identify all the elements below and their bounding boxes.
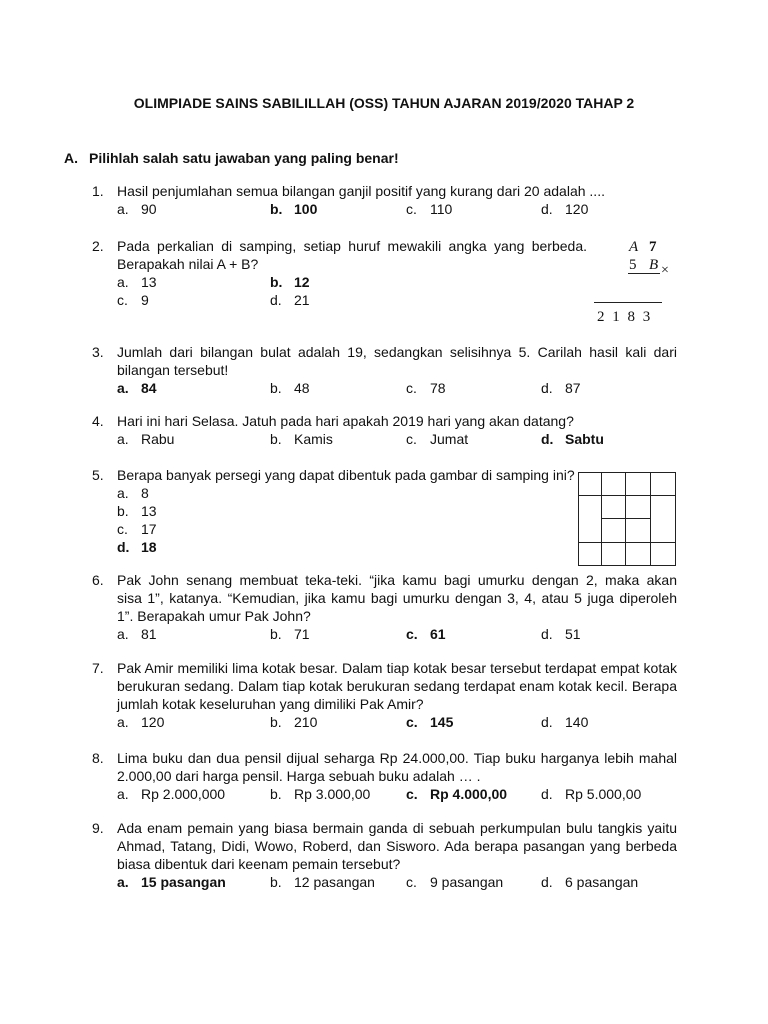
option-text: Rabu: [141, 431, 175, 447]
option-letter: a.: [117, 874, 129, 890]
option-text: 71: [294, 626, 310, 642]
squares-figure: [578, 472, 676, 566]
grid-cell: [578, 495, 602, 543]
option-text: 140: [565, 714, 589, 730]
answer-option[interactable]: [406, 713, 453, 731]
answer-option[interactable]: [117, 538, 157, 556]
option-letter: c.: [406, 786, 418, 802]
option-text: 9: [141, 292, 149, 308]
option-text: 8: [141, 485, 149, 501]
answer-option[interactable]: [406, 430, 468, 448]
option-letter: a.: [117, 431, 129, 447]
answer-option[interactable]: [270, 273, 310, 291]
question-text-line: Lima buku dan dua pensil dijual seharga Rp 24.000,00. Tiap buku harganya lebih mahal: [117, 750, 677, 766]
option-letter: c.: [406, 431, 417, 447]
option-text: 13: [141, 274, 157, 290]
grid-cell: [625, 495, 651, 519]
option-letter: a.: [117, 786, 129, 802]
answer-option[interactable]: [117, 291, 149, 309]
answer-option[interactable]: [541, 873, 638, 891]
grid-cell: [601, 542, 626, 566]
grid-cell: [625, 472, 651, 496]
answer-option[interactable]: [406, 785, 507, 803]
option-text: 78: [430, 380, 446, 396]
option-letter: a.: [117, 714, 129, 730]
option-letter: b.: [270, 714, 282, 730]
option-text: 110: [430, 201, 453, 217]
question-text-line: biasa dibentuk dari keenam pemain tersebut?: [117, 856, 401, 872]
question-text-line: 1”. Berapakah umur Pak John?: [117, 608, 311, 624]
option-text: 87: [565, 380, 581, 396]
option-letter: c.: [406, 626, 418, 642]
answer-option[interactable]: [270, 713, 317, 731]
question-number: 8.: [92, 750, 104, 766]
answer-option[interactable]: [117, 713, 164, 731]
answer-option[interactable]: [406, 625, 446, 643]
answer-option[interactable]: [117, 484, 149, 502]
figure-times-sign: ×: [661, 263, 669, 278]
question-text-line: Ahmad, Tatang, Didi, Wowo, Roberd, dan Sisworo. Ada berapa pasangan yang berbeda: [117, 838, 677, 854]
question-text-line: Pak John senang membuat teka-teki. “jika kamu bagi umurku dengan 2, maka akan: [117, 572, 677, 588]
answer-option[interactable]: [117, 379, 157, 397]
option-letter: d.: [541, 380, 553, 396]
option-text: Rp 4.000,00: [430, 786, 508, 802]
option-text: 84: [141, 380, 157, 396]
option-text: 21: [294, 292, 310, 308]
option-letter: c.: [406, 201, 417, 217]
answer-option[interactable]: [270, 430, 333, 448]
question-text-line: bilangan tersebut!: [117, 362, 229, 378]
option-letter: a.: [117, 485, 129, 501]
question-text-line: Pak Amir memiliki lima kotak besar. Dalam tiap kotak besar tersebut terdapat empat kotak: [117, 660, 677, 676]
option-letter: c.: [406, 380, 417, 396]
answer-option[interactable]: [406, 873, 503, 891]
answer-option[interactable]: [117, 785, 225, 803]
option-text: Rp 2.000,000: [141, 786, 226, 802]
option-letter: b.: [270, 380, 282, 396]
answer-option[interactable]: [406, 200, 452, 218]
question-text-line: Ada enam pemain yang biasa bermain ganda di sebuah perkumpulan bulu tangkis yaitu: [117, 820, 677, 836]
option-text: Jumat: [430, 431, 469, 447]
option-letter: c.: [406, 714, 418, 730]
answer-option[interactable]: [541, 713, 588, 731]
answer-option[interactable]: [117, 200, 157, 218]
page-title: OLIMPIADE SAINS SABILILLAH (OSS) TAHUN AJARAN 2019/2020 TAHAP 2: [133, 95, 635, 111]
answer-option[interactable]: [117, 502, 157, 520]
figure-letter-b: B: [649, 257, 659, 273]
option-text: Rp 3.000,00: [294, 786, 371, 802]
grid-cell: [578, 542, 602, 566]
option-letter: a.: [117, 201, 129, 217]
answer-option[interactable]: [117, 873, 226, 891]
figure-digit-5: 5: [629, 257, 637, 273]
answer-option[interactable]: [541, 785, 641, 803]
figure-underline-short: [628, 273, 660, 274]
option-text: 145: [430, 714, 454, 730]
option-letter: c.: [117, 292, 128, 308]
option-text: 13: [141, 503, 157, 519]
option-text: 120: [141, 714, 165, 730]
grid-cell: [601, 472, 626, 496]
option-text: 9 pasangan: [430, 874, 504, 890]
answer-option[interactable]: [541, 379, 581, 397]
option-text: Kamis: [294, 431, 333, 447]
answer-option[interactable]: [117, 625, 157, 643]
option-text: 61: [430, 626, 446, 642]
answer-option[interactable]: [117, 520, 157, 538]
option-letter: d.: [541, 626, 553, 642]
option-text: 12 pasangan: [294, 874, 375, 890]
option-text: 48: [294, 380, 310, 396]
option-letter: d.: [541, 431, 554, 447]
question-number: 2.: [92, 238, 104, 254]
question-number: 5.: [92, 467, 104, 483]
option-text: 15 pasangan: [141, 874, 226, 890]
question-text-line: Jumlah dari bilangan bulat adalah 19, sedangkan selisihnya 5. Carilah hasil kali dari: [117, 344, 677, 360]
option-letter: d.: [117, 539, 130, 555]
answer-option[interactable]: [270, 200, 317, 218]
option-text: Rp 5.000,00: [565, 786, 642, 802]
option-text: 18: [141, 539, 157, 555]
option-letter: b.: [270, 874, 282, 890]
question-number: 4.: [92, 413, 104, 429]
grid-cell: [601, 518, 626, 543]
question-number: 6.: [92, 572, 104, 588]
option-letter: a.: [117, 274, 129, 290]
question-text-line: Pada perkalian di samping, setiap huruf mewakili angka yang berbeda.: [117, 238, 587, 254]
option-letter: a.: [117, 380, 129, 396]
answer-option[interactable]: [541, 200, 588, 218]
option-letter: d.: [541, 201, 553, 217]
question-text-line: Hari ini hari Selasa. Jatuh pada hari apakah 2019 hari yang akan datang?: [117, 413, 574, 429]
option-letter: b.: [117, 503, 129, 519]
question-text-line: 2.000,00 dari harga pensil. Harga sebuah buku adalah … .: [117, 768, 481, 784]
question-number: 1.: [92, 183, 104, 199]
option-letter: d.: [541, 874, 553, 890]
section-letter: A.: [64, 150, 78, 166]
option-letter: d.: [270, 292, 282, 308]
question-text-line: berukuran sedang. Dalam tiap kotak berukuran sedang terdapat enam kotak kecil. Berapa: [117, 678, 677, 694]
answer-option[interactable]: [270, 873, 375, 891]
option-letter: d.: [541, 786, 553, 802]
figure-digit-7: 7: [649, 239, 657, 255]
option-letter: c.: [117, 521, 128, 537]
grid-cell: [625, 542, 651, 566]
question-text-line: Berapakah nilai A + B?: [117, 256, 259, 272]
question-text-line: Hasil penjumlahan semua bilangan ganjil positif yang kurang dari 20 adalah ....: [117, 183, 605, 199]
question-text-line: sisa 1”, katanya. “Kemudian, jika kamu bagi umurku dengan 3, 4, atau 5 juga diperoleh: [117, 590, 677, 606]
figure-result: 2 1 8 3: [597, 309, 653, 325]
option-text: 51: [565, 626, 581, 642]
figure-letter-a: A: [629, 239, 639, 255]
option-letter: b.: [270, 201, 283, 217]
answer-option[interactable]: [117, 430, 174, 448]
question-text-line: Berapa banyak persegi yang dapat dibentuk pada gambar di samping ini?: [117, 467, 575, 483]
option-letter: c.: [406, 874, 417, 890]
option-letter: b.: [270, 786, 282, 802]
option-text: 17: [141, 521, 157, 537]
question-number: 9.: [92, 820, 104, 836]
option-text: 120: [565, 201, 589, 217]
option-letter: d.: [541, 714, 553, 730]
answer-option[interactable]: [270, 291, 310, 309]
figure-result-line: [594, 302, 662, 303]
answer-option[interactable]: [117, 273, 157, 291]
answer-option[interactable]: [406, 379, 446, 397]
answer-option[interactable]: [541, 430, 604, 448]
option-text: 210: [294, 714, 318, 730]
question-number: 3.: [92, 344, 104, 360]
section-label: Pilihlah salah satu jawaban yang paling benar!: [89, 150, 399, 166]
option-letter: a.: [117, 626, 129, 642]
option-text: 90: [141, 201, 157, 217]
grid-cell: [650, 472, 676, 496]
answer-option[interactable]: [541, 625, 581, 643]
answer-option[interactable]: [270, 785, 370, 803]
grid-cell: [650, 495, 676, 543]
question-text-line: jumlah kotak keseluruhan yang dimiliki Pak Amir?: [117, 696, 424, 712]
option-letter: b.: [270, 431, 282, 447]
question-number: 7.: [92, 660, 104, 676]
option-text: 12: [294, 274, 310, 290]
grid-cell: [650, 542, 676, 566]
option-text: Sabtu: [565, 431, 604, 447]
answer-option[interactable]: [270, 625, 310, 643]
answer-option[interactable]: [270, 379, 310, 397]
option-text: 100: [294, 201, 318, 217]
grid-cell: [578, 472, 602, 496]
option-text: 6 pasangan: [565, 874, 639, 890]
option-letter: b.: [270, 274, 283, 290]
option-text: 81: [141, 626, 157, 642]
option-letter: b.: [270, 626, 282, 642]
section-heading: [64, 149, 399, 167]
